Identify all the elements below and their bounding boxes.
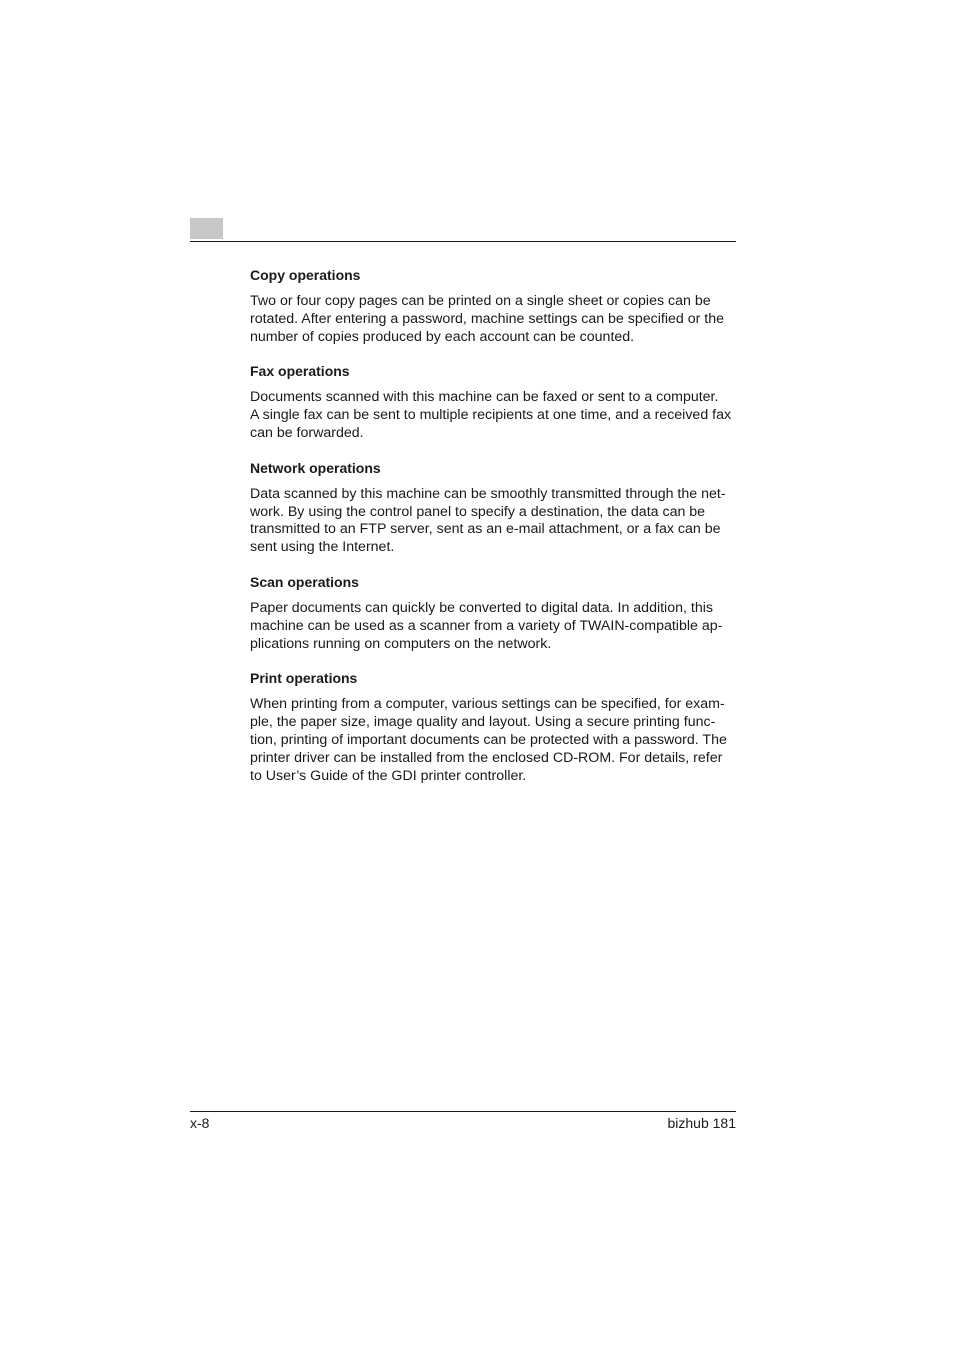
page-content — [250, 266, 740, 801]
section-body — [250, 293, 740, 346]
header-rule — [190, 241, 736, 242]
body-line: A single fax can be sent to multiple recipients at one time, and a received fax — [250, 407, 732, 424]
section-title: Copy operations — [250, 267, 361, 283]
body-line: ple, the paper size, image quality and layout. Using a secure printing func- — [250, 714, 716, 731]
section-title: Print operations — [250, 670, 358, 687]
body-line: can be forwarded. — [250, 424, 364, 441]
body-line: printer driver can be installed from the enclosed CD-ROM. For details, refer — [250, 749, 723, 766]
section-body — [250, 696, 740, 785]
body-line: Documents scanned with this machine can be faxed or sent to a computer. — [250, 389, 719, 406]
section-body — [250, 389, 740, 442]
body-line: When printing from a computer, various settings can be specified, for exam- — [250, 696, 725, 713]
body-line: work. By using the control panel to specify a destination, the data can be — [250, 503, 706, 520]
section-fax-operations — [250, 362, 740, 442]
body-line: Two or four copy pages can be printed on a single sheet or copies can be — [250, 293, 711, 309]
body-line: sent using the Internet. — [250, 539, 395, 556]
product-name: bizhub 181 — [667, 1115, 736, 1131]
section-body — [250, 600, 740, 653]
body-line: tion, printing of important documents can be protected with a password. The — [250, 731, 727, 748]
page-number: x-8 — [190, 1115, 210, 1131]
body-line: number of copies produced by each account can be counted. — [250, 328, 635, 345]
section-title: Network operations — [250, 459, 381, 476]
section-title: Fax operations — [250, 363, 350, 380]
section-network-operations — [250, 459, 740, 557]
section-print-operations — [250, 669, 740, 785]
chapter-tab — [190, 218, 223, 239]
section-copy-operations — [250, 266, 740, 346]
body-line: Data scanned by this machine can be smoothly transmitted through the net- — [250, 485, 726, 502]
section-title: Scan operations — [250, 573, 359, 590]
body-line: Paper documents can quickly be converted to digital data. In addition, this — [250, 599, 713, 616]
body-line: rotated. After entering a password, machine settings can be specified or the — [250, 310, 724, 327]
body-line: machine can be used as a scanner from a variety of TWAIN-compatible ap- — [250, 617, 723, 634]
body-line: to User’s Guide of the GDI printer controller. — [250, 767, 527, 784]
body-line: plications running on computers on the network. — [250, 635, 552, 652]
section-scan-operations — [250, 573, 740, 653]
section-body — [250, 486, 740, 557]
footer-rule — [190, 1111, 736, 1112]
body-line: transmitted to an FTP server, sent as an e-mail attachment, or a fax can be — [250, 521, 721, 538]
